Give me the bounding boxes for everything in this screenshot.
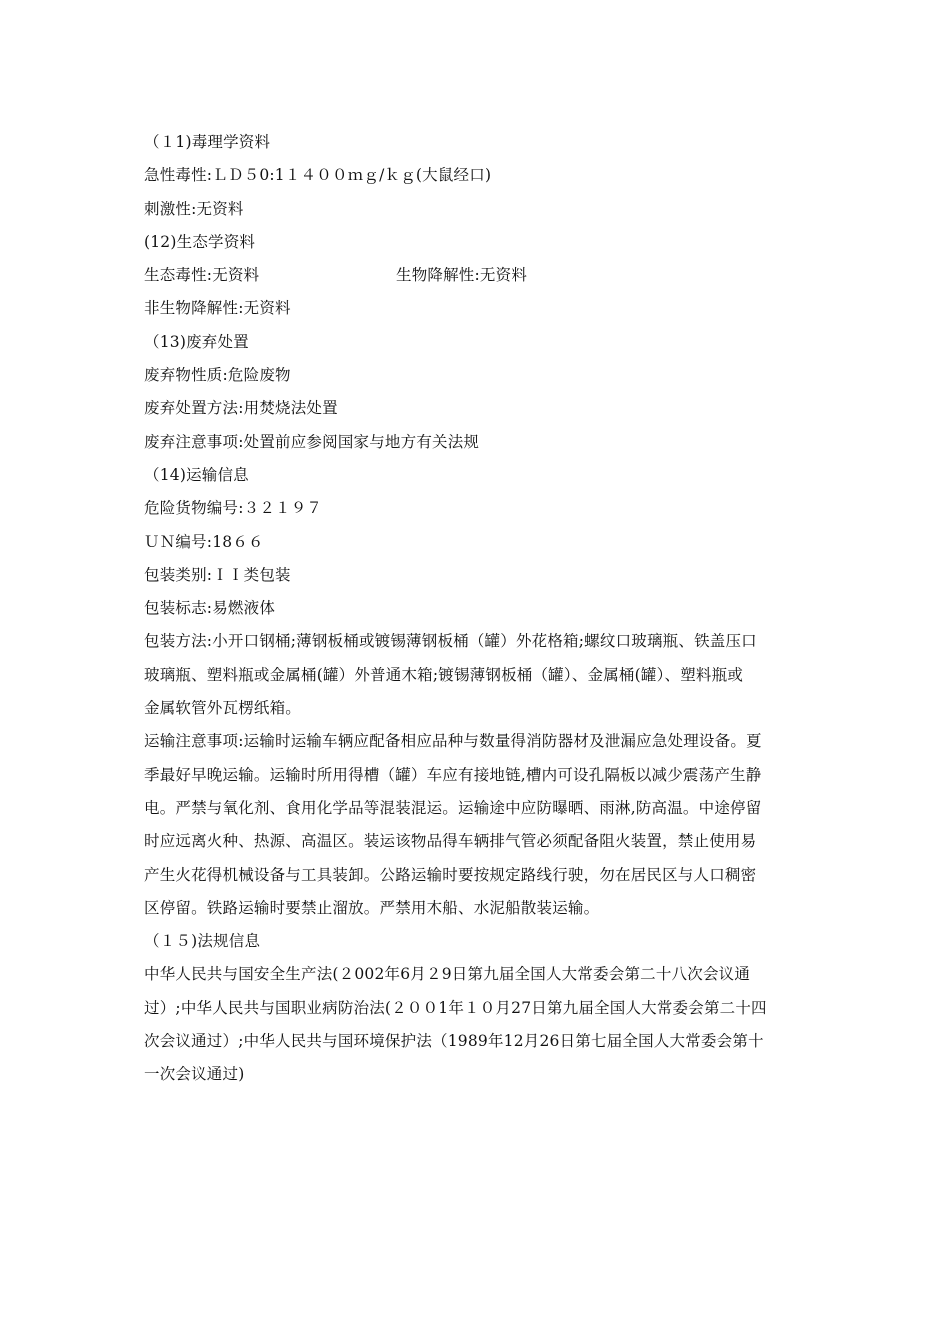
paragraph-line: 过）;中华人民共与国职业病防治法(２００1年１０月27日第九届全国人大常委会第二十四 [144,998,767,1017]
un-number-line: ＵＮ编号:18６６ [144,532,264,551]
section-heading-regulations: （１５)法规信息 [144,932,261,951]
paragraph-line: 一次会议通过) [144,1065,245,1084]
paragraph-line: 运输注意事项:运输时运输车辆应配备相应品种与数量得消防器材及泄漏应急处理设备。夏 [144,732,762,751]
paragraph-line: 区停留。铁路运输时要禁止溜放。严禁用木船、水泥船散装运输。 [144,898,600,917]
section-heading-disposal: （13)废弃处置 [144,332,249,351]
paragraph-line: 产生火花得机械设备与工具装卸。公路运输时要按规定路线行驶，勿在居民区与人口稠密 [144,865,757,884]
paragraph-line: 金属软管外瓦楞纸箱。 [144,699,302,718]
section-heading-toxicology: （１1)毒理学资料 [144,133,271,151]
waste-nature-line: 废弃物性质:危险废物 [144,366,291,385]
transport-notes-paragraph [144,725,814,925]
paragraph-line: 次会议通过）;中华人民共与国环境保护法（1989年12月26日第七届全国人大常委会第十 [144,1032,764,1051]
regulations-paragraph [144,958,814,1091]
paragraph-line: 电。严禁与氧化剂、食用化学品等混装混运。运输途中应防曝晒、雨淋,防高温。中途停留 [144,798,762,817]
paragraph-line: 包装方法:小开口钢桶;薄钢板桶或镀锡薄钢板桶（罐）外花格箱;螺纹口玻璃瓶、铁盖压口 [144,632,757,651]
packing-method-paragraph [144,625,814,725]
document-body [144,126,814,1092]
paragraph-line: 季最好早晚运输。运输时所用得槽（罐）车应有接地链,槽内可设孔隔板以减少震荡产生静 [144,765,762,784]
non-biodegradability-line: 非生物降解性:无资料 [144,299,291,318]
section-heading-ecology: (12)生态学资料 [144,232,256,251]
section-heading-transport: （14)运输信息 [144,465,249,484]
ecotoxicity-line: 生态毒性:无资料 [144,266,260,285]
biodegradability-line: 生物降解性:无资料 [396,266,528,285]
ecology-row [144,259,814,292]
disposal-notes-line: 废弃注意事项:处置前应参阅国家与地方有关法规 [144,432,480,451]
packing-label-line: 包装标志:易燃液体 [144,599,276,618]
irritation-line: 刺激性:无资料 [144,199,244,218]
packing-group-line: 包装类别:ＩＩ类包装 [144,565,291,584]
disposal-method-line: 废弃处置方法:用焚烧法处置 [144,399,338,418]
paragraph-line: 玻璃瓶、塑料瓶或金属桶(罐）外普通木箱;镀锡薄钢板桶（罐）、金属桶(罐）、塑料瓶或 [144,665,744,684]
paragraph-line: 中华人民共与国安全生产法(２002年6月２9日第九届全国人大常委会第二十八次会议通 [144,965,751,984]
dangerous-goods-number-line: 危险货物编号:３２１９７ [144,499,323,518]
acute-toxicity-line: 急性毒性:ＬＤ５0:1１４００ｍｇ/ｋｇ(大鼠经口) [144,166,492,185]
paragraph-line: 时应远离火种、热源、高温区。装运该物品得车辆排气管必须配备阻火装置，禁止使用易 [144,832,757,851]
